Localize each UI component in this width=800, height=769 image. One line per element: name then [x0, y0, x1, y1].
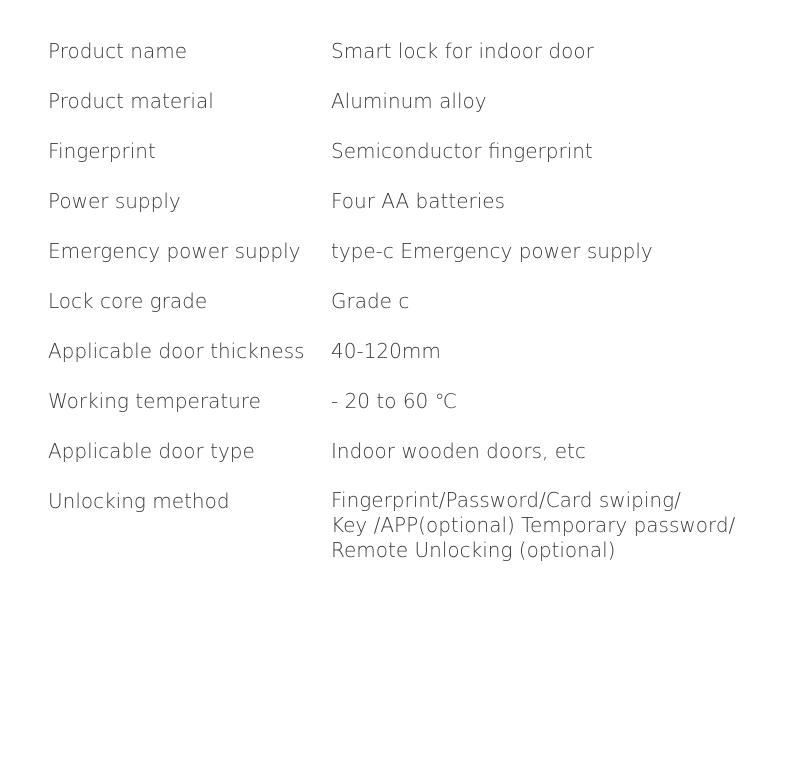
- spec-row-working-temperature: [48, 386, 778, 436]
- spec-value: type-c Emergency power supply: [331, 239, 653, 263]
- spec-label: Fingerprint: [48, 139, 156, 163]
- spec-value: Aluminum alloy: [331, 89, 487, 113]
- spec-value-multiline: [331, 486, 778, 563]
- spec-row-emergency-power-supply: [48, 236, 778, 286]
- spec-row-product-material: [48, 86, 778, 136]
- spec-row-unlocking-method: [48, 486, 778, 563]
- spec-row-door-type: [48, 436, 778, 486]
- spec-value: Semiconductor fingerprint: [331, 139, 593, 163]
- spec-label: Unlocking method: [48, 489, 230, 513]
- spec-label: Applicable door type: [48, 439, 255, 463]
- spec-value-line: Key /APP(optional) Temporary password/: [331, 513, 736, 537]
- spec-value: - 20 to 60 ℃: [331, 389, 458, 413]
- spec-value: Grade c: [331, 289, 410, 313]
- spec-row-door-thickness: [48, 336, 778, 386]
- spec-value: Smart lock for indoor door: [331, 39, 594, 63]
- spec-row-product-name: [48, 36, 778, 86]
- spec-label: Lock core grade: [48, 289, 208, 313]
- spec-value: Indoor wooden doors, etc: [331, 439, 586, 463]
- spec-table: [48, 36, 778, 563]
- spec-value: Four AA batteries: [331, 189, 506, 213]
- spec-label: Applicable door thickness: [48, 339, 305, 363]
- spec-label: Working temperature: [48, 389, 261, 413]
- spec-label: Product material: [48, 89, 214, 113]
- spec-label: Emergency power supply: [48, 239, 301, 263]
- spec-value-line: Remote Unlocking (optional): [331, 538, 616, 562]
- spec-row-fingerprint: [48, 136, 778, 186]
- spec-row-lock-core-grade: [48, 286, 778, 336]
- spec-value: 40-120mm: [331, 339, 441, 363]
- spec-value-line: Fingerprint/Password/Card swiping/: [331, 488, 681, 512]
- spec-row-power-supply: [48, 186, 778, 236]
- spec-label: Power supply: [48, 189, 181, 213]
- spec-label: Product name: [48, 39, 188, 63]
